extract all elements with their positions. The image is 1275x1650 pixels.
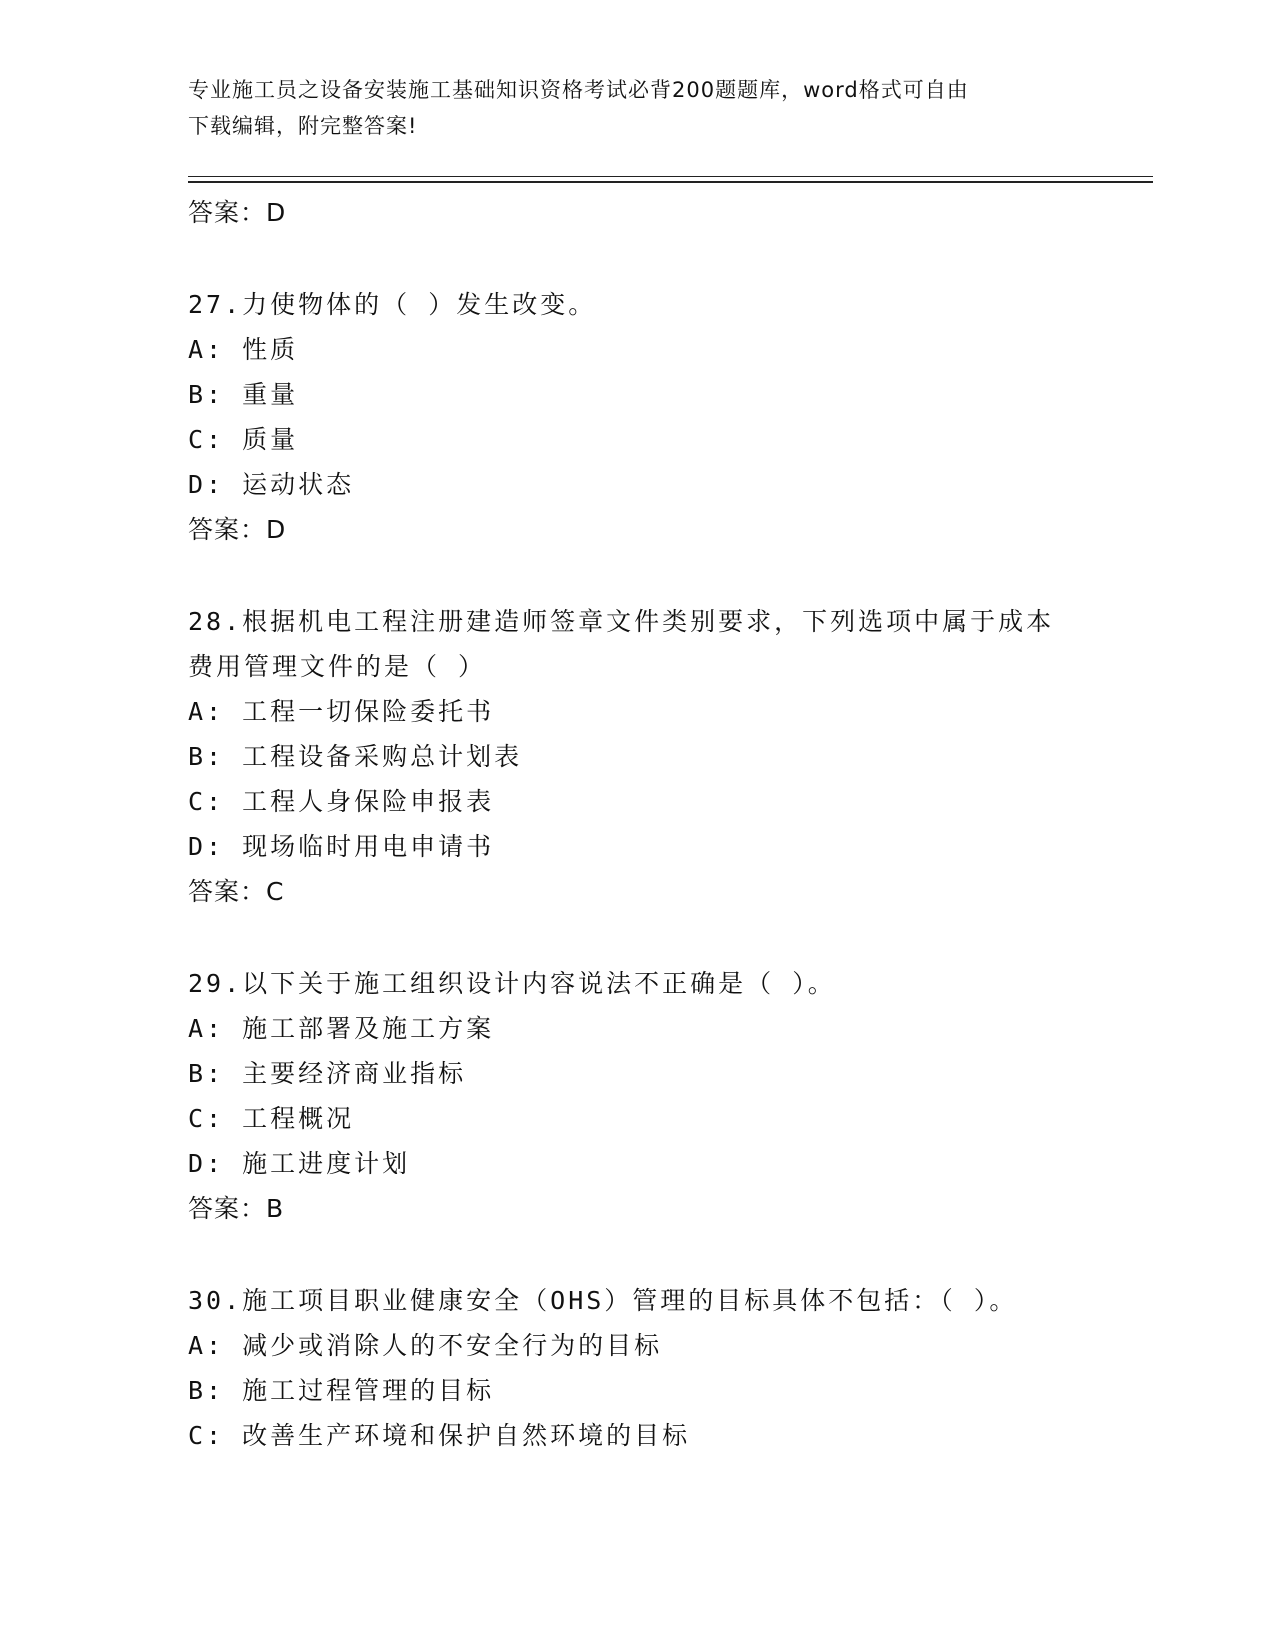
option-b: B: 主要经济商业指标	[188, 1059, 467, 1088]
question-list	[188, 190, 1088, 1458]
question-stem-continued: 费用管理文件的是（ ）	[188, 652, 487, 681]
question-29	[188, 961, 1088, 1231]
option-d: D: 运动状态	[188, 470, 355, 499]
option-b: B: 施工过程管理的目标	[188, 1376, 495, 1405]
question-27	[188, 282, 1088, 552]
question-28	[188, 599, 1088, 914]
answer-line: 答案：D	[188, 198, 287, 227]
answer-line: 答案：C	[188, 877, 285, 906]
header-line-2: 下载编辑，附完整答案!	[188, 114, 418, 138]
option-d: D: 现场临时用电申请书	[188, 832, 495, 861]
question-stem: 30.施工项目职业健康安全（OHS）管理的目标具体不包括：（ ）。	[188, 1286, 1018, 1315]
answer-line: 答案：D	[188, 515, 287, 544]
spacer	[188, 235, 1088, 282]
question-30	[188, 1278, 1088, 1458]
option-a: A: 减少或消除人的不安全行为的目标	[188, 1331, 663, 1360]
option-a: A: 施工部署及施工方案	[188, 1014, 495, 1043]
answer-line: 答案：B	[188, 1194, 285, 1223]
option-d: D: 施工进度计划	[188, 1149, 411, 1178]
header-divider-thick	[188, 181, 1153, 183]
question-stem: 29.以下关于施工组织设计内容说法不正确是（ ）。	[188, 969, 836, 998]
header-divider-thin	[188, 176, 1153, 177]
option-c: C: 工程概况	[188, 1104, 355, 1133]
option-b: B: 重量	[188, 380, 299, 409]
option-a: A: 性质	[188, 335, 299, 364]
header-line-1: 专业施工员之设备安装施工基础知识资格考试必背200题题库，word格式可自由	[188, 78, 969, 102]
question-stem: 28.根据机电工程注册建造师签章文件类别要求，下列选项中属于成本	[188, 607, 1055, 636]
spacer	[188, 914, 1088, 961]
option-c: C: 改善生产环境和保护自然环境的目标	[188, 1421, 691, 1450]
document-header	[188, 72, 1068, 144]
spacer	[188, 1231, 1088, 1278]
option-c: C: 质量	[188, 425, 299, 454]
question-stem: 27.力使物体的（ ）发生改变。	[188, 290, 597, 319]
spacer	[188, 552, 1088, 599]
option-b: B: 工程设备采购总计划表	[188, 742, 523, 771]
option-a: A: 工程一切保险委托书	[188, 697, 495, 726]
option-c: C: 工程人身保险申报表	[188, 787, 495, 816]
